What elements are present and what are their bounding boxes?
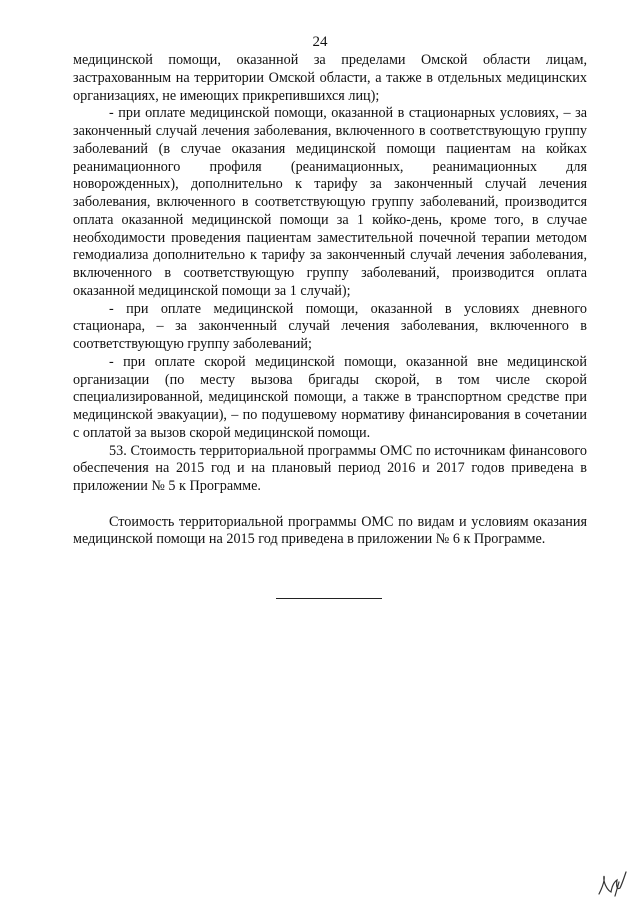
- page-number: 24: [312, 34, 328, 50]
- paragraph-continuation: медицинской помощи, оказанной за пределами Омской области лицам, застрахованным на территории Омской области, а также в отдельных медицинских организациях, не имеющих прикрепившихся лиц);: [73, 52, 587, 104]
- signature-initials-mark: [595, 868, 631, 900]
- paragraph-ambulance-payment: - при оплате скорой медицинской помощи, оказанной вне медицинской организации (по месту вызова бригады скорой, в том числе скорой специализированной, медицинской помощи, а также в транспортном средстве при медицинской эвакуации), – по подушевому нормативу финансирования в сочетании с оплатой за вызов скорой медицинской помощи.: [73, 353, 587, 441]
- paragraph-53-funding-sources: 53. Стоимость территориальной программы ОМС по источникам финансового обеспечения на 2015 год и на плановый период 2016 и 2017 годов приведена в приложении № 5 к Программе.: [73, 442, 587, 494]
- document-body: [73, 52, 587, 549]
- paragraph-cost-by-type: Стоимость территориальной программы ОМС по видам и условиям оказания медицинской помощи на 2015 год приведена в приложении № 6 к Программе.: [73, 513, 587, 548]
- paragraph-inpatient-payment: - при оплате медицинской помощи, оказанной в стационарных условиях, – за законченный случай лечения заболевания, включенного в соответствующую группу заболеваний (в случае оказания медицинской помощи пациентам на койках реанимационного профиля (реанимационных, реанимационных для новорожденных), дополнительно к тарифу за законченный случай лечения заболевания, включенного в соответствующую группу заболеваний, производится оплата оказанной медицинской помощи за 1 койко-день, кроме того, в случае необходимости проведения пациентам заместительной почечной терапии методом гемодиализа дополнительно к тарифу за законченный случай лечения заболевания, включенного в соответствующую группу заболеваний, производится оплата оказанной медицинской помощи за 1 случай);: [73, 105, 587, 299]
- end-separator-line: [276, 598, 382, 599]
- paragraph-day-hospital-payment: - при оплате медицинской помощи, оказанной в условиях дневного стационара, – за законченный случай лечения заболевания, включенного в соответствующую группу заболеваний;: [73, 300, 587, 352]
